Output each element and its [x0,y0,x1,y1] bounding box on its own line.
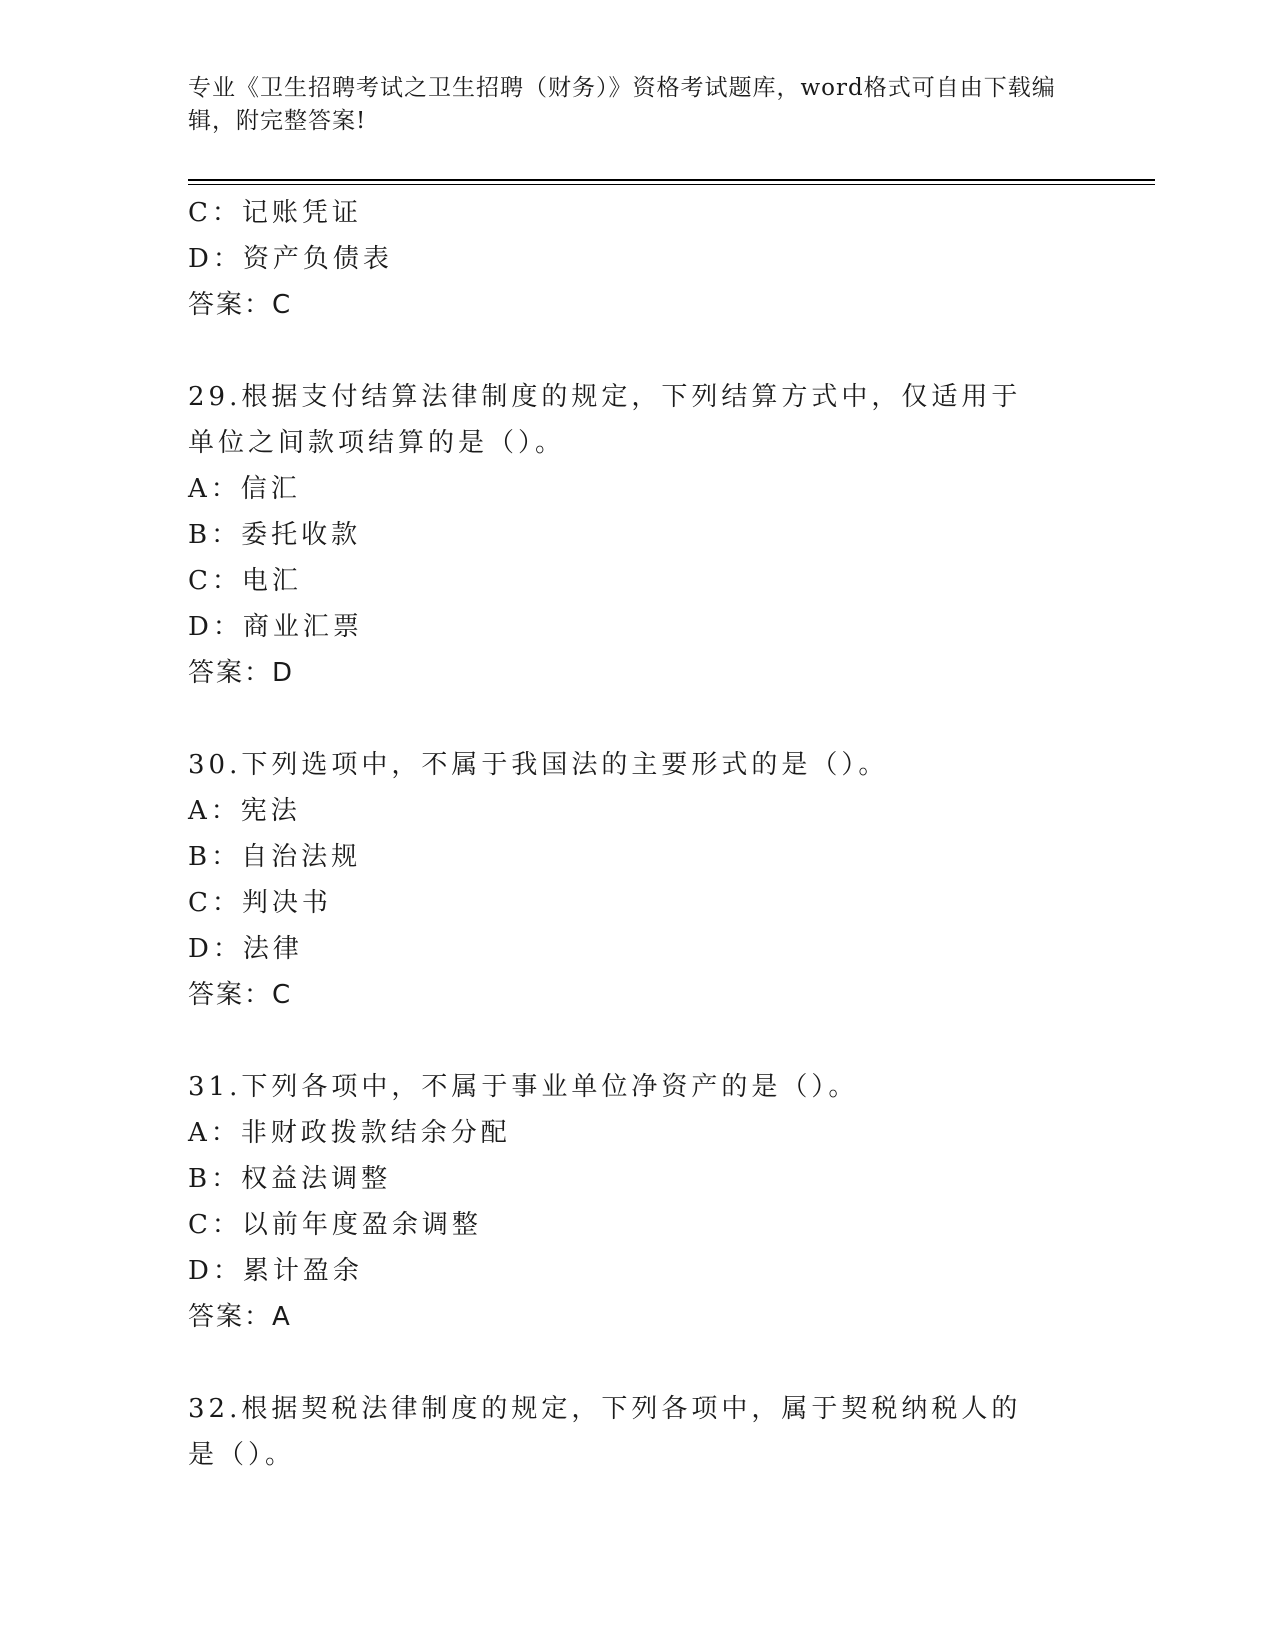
header-rule-thin [188,184,1155,185]
option-c: C：电汇 [188,566,302,596]
question-stem-31: 31.下列各项中，不属于事业单位净资产的是（）。 [188,1072,859,1102]
answer-line: 答案：D [188,658,295,688]
question-content [188,190,1088,1478]
question-stem-29: 29.根据支付结算法律制度的规定，下列结算方式中，仅适用于单位之间款项结算的是（）。 [188,382,1022,458]
option-c: C：判决书 [188,888,332,918]
answer-line: 答案：C [188,290,293,320]
option-d: D：法律 [188,934,303,964]
option-b: B：委托收款 [188,520,362,550]
option-c: C：以前年度盈余调整 [188,1210,482,1240]
option-d: D：商业汇票 [188,612,363,642]
header-rule-thick [188,179,1155,181]
option-a: A：宪法 [188,796,301,826]
option-d: D：资产负债表 [188,244,393,274]
option-c: C：记账凭证 [188,198,362,228]
question-stem-30: 30.下列选项中，不属于我国法的主要形式的是（）。 [188,750,889,780]
option-b: B：权益法调整 [188,1164,392,1194]
answer-line: 答案：C [188,980,293,1010]
option-d: D：累计盈余 [188,1256,363,1286]
document-header: 专业《卫生招聘考试之卫生招聘（财务）》资格考试题库，word格式可自由下载编辑，附完整答案! [188,75,1056,134]
answer-line: 答案：A [188,1302,292,1332]
option-a: A：信汇 [188,474,301,504]
option-a: A：非财政拨款结余分配 [188,1118,511,1148]
option-b: B：自治法规 [188,842,362,872]
question-stem-32: 32.根据契税法律制度的规定，下列各项中，属于契税纳税人的是（）。 [188,1394,1022,1470]
